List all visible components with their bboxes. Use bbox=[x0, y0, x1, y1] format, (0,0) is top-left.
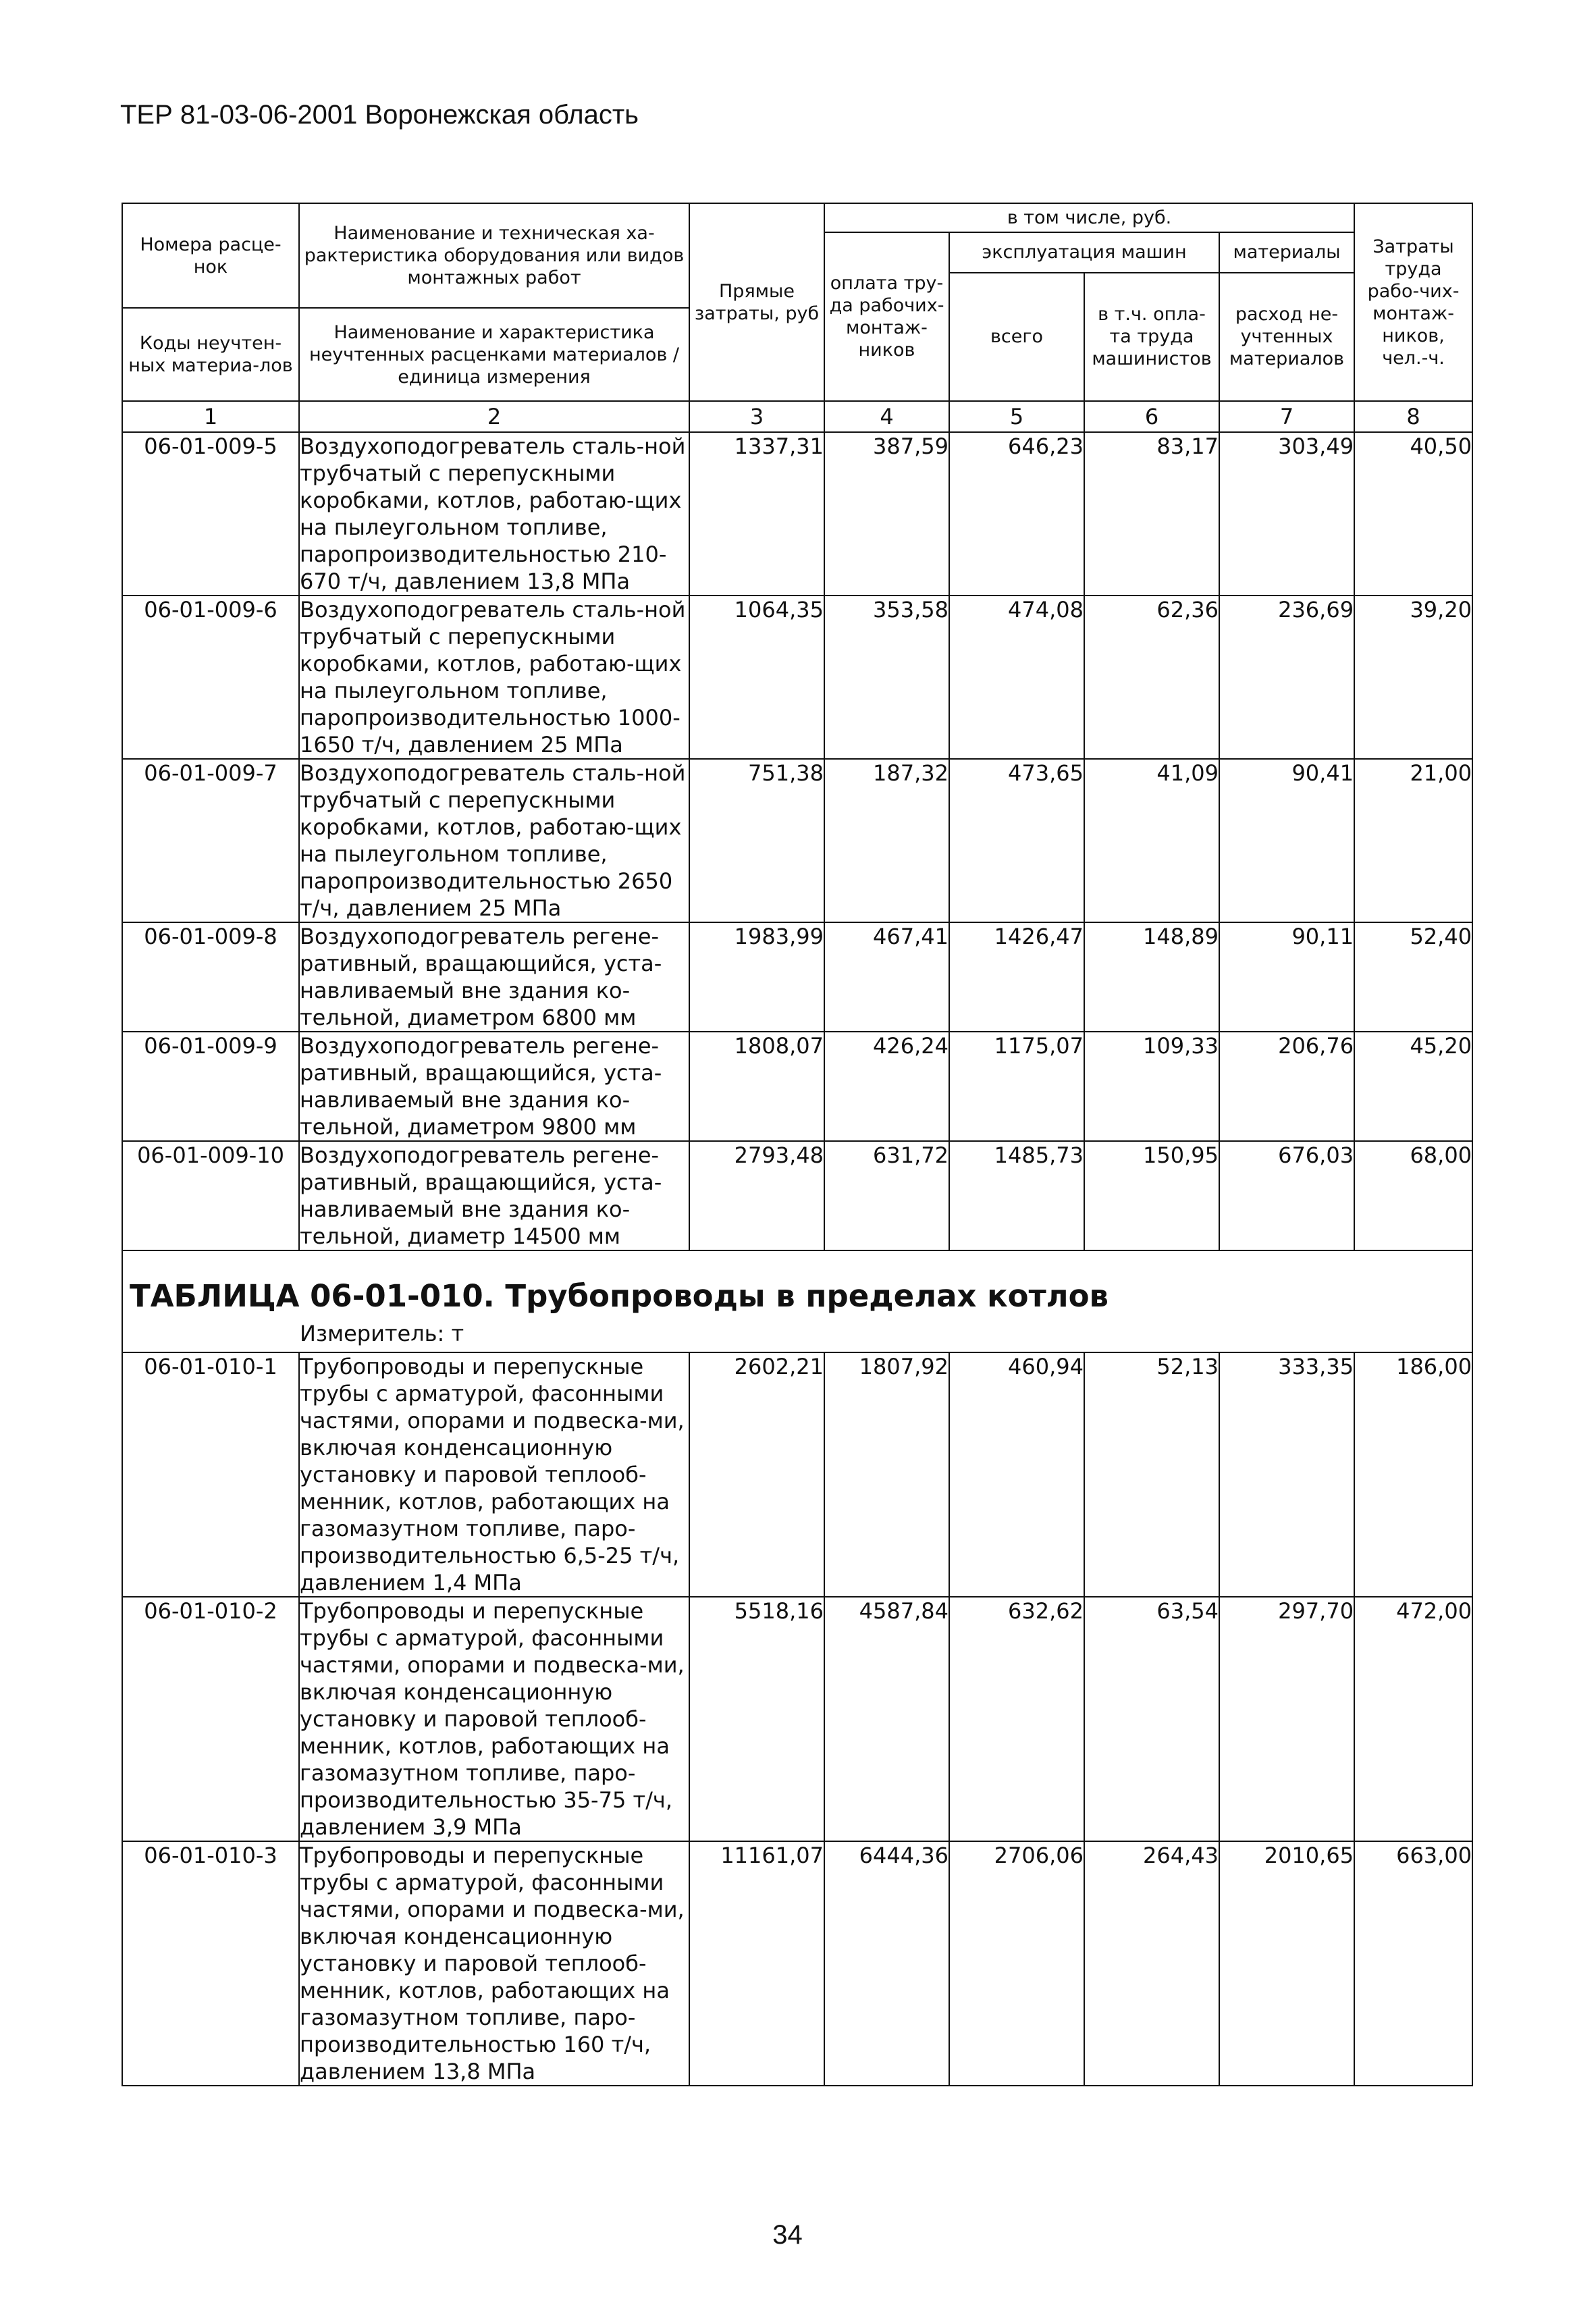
materials-value: 333,35 bbox=[1219, 1352, 1354, 1597]
materials-value: 206,76 bbox=[1219, 1032, 1354, 1141]
materials-value: 303,49 bbox=[1219, 432, 1354, 596]
header-material-codes: Коды неучтен-ных материа-лов bbox=[122, 308, 299, 401]
machines-total-value: 646,23 bbox=[949, 432, 1084, 596]
direct-costs-value: 1808,07 bbox=[689, 1032, 824, 1141]
machinist-pay-value: 148,89 bbox=[1084, 922, 1219, 1032]
worker-pay-value: 4587,84 bbox=[824, 1597, 949, 1841]
worker-pay-value: 6444,36 bbox=[824, 1841, 949, 2086]
worker-pay-value: 467,41 bbox=[824, 922, 949, 1032]
work-description: Воздухоподогреватель регене-ративный, вращающийся, уста-навливаемый вне здания ко-тельной, диаметром 6800 мм bbox=[299, 922, 689, 1032]
worker-pay-value: 387,59 bbox=[824, 432, 949, 596]
labor-hours-value: 663,00 bbox=[1354, 1841, 1472, 2086]
materials-value: 297,70 bbox=[1219, 1597, 1354, 1841]
materials-value: 90,41 bbox=[1219, 759, 1354, 922]
header-machines-total: всего bbox=[949, 273, 1084, 402]
column-number: 3 bbox=[689, 401, 824, 432]
rate-code: 06-01-010-2 bbox=[122, 1597, 299, 1841]
rate-code: 06-01-009-10 bbox=[122, 1141, 299, 1250]
table-row bbox=[122, 1032, 1472, 1141]
rate-code: 06-01-009-7 bbox=[122, 759, 299, 922]
section-title: ТАБЛИЦА 06-01-010. Трубопроводы в пределах котлов bbox=[130, 1278, 1109, 1314]
direct-costs-value: 2602,21 bbox=[689, 1352, 824, 1597]
machines-total-value: 1426,47 bbox=[949, 922, 1084, 1032]
column-number: 1 bbox=[122, 401, 299, 432]
labor-hours-value: 472,00 bbox=[1354, 1597, 1472, 1841]
labor-hours-value: 68,00 bbox=[1354, 1141, 1472, 1250]
column-number: 7 bbox=[1219, 401, 1354, 432]
header-work-name: Наименование и техническая ха-рактеристика оборудования или видов монтажных работ bbox=[299, 203, 689, 308]
table-row bbox=[122, 759, 1472, 922]
header-material-name: Наименование и характеристика неучтенных расценками материалов / единица измерения bbox=[299, 308, 689, 401]
table-header bbox=[122, 203, 1472, 432]
column-numbers-row bbox=[122, 401, 1472, 432]
machinist-pay-value: 52,13 bbox=[1084, 1352, 1219, 1597]
rate-code: 06-01-009-8 bbox=[122, 922, 299, 1032]
header-including: в том числе, руб. bbox=[824, 203, 1354, 232]
machines-total-value: 1175,07 bbox=[949, 1032, 1084, 1141]
column-number: 2 bbox=[299, 401, 689, 432]
header-machinist-pay: в т.ч. опла-та труда машинистов bbox=[1084, 273, 1219, 402]
rate-code: 06-01-010-1 bbox=[122, 1352, 299, 1597]
section-header-row bbox=[122, 1250, 1472, 1352]
rate-code: 06-01-009-9 bbox=[122, 1032, 299, 1141]
work-description: Воздухоподогреватель сталь-ной трубчатый с перепускными коробками, котлов, работаю-щих на пылеугольном топливе, паропроизводительностью 1000-1650 т/ч, давлением 25 МПа bbox=[299, 596, 689, 759]
machines-total-value: 460,94 bbox=[949, 1352, 1084, 1597]
column-number: 5 bbox=[949, 401, 1084, 432]
labor-hours-value: 40,50 bbox=[1354, 432, 1472, 596]
materials-value: 236,69 bbox=[1219, 596, 1354, 759]
worker-pay-value: 426,24 bbox=[824, 1032, 949, 1141]
worker-pay-value: 631,72 bbox=[824, 1141, 949, 1250]
direct-costs-value: 2793,48 bbox=[689, 1141, 824, 1250]
rates-table bbox=[122, 203, 1473, 2086]
machines-total-value: 2706,06 bbox=[949, 1841, 1084, 2086]
table-row bbox=[122, 1352, 1472, 1597]
materials-value: 90,11 bbox=[1219, 922, 1354, 1032]
work-description: Трубопроводы и перепускные трубы с арматурой, фасонными частями, опорами и подвеска-ми, включая конденсационную установку и паровой теплооб-менник, котлов, работающих на газомазутном топливе, паро-производительностью 160 т/ч, давлением 13,8 МПа bbox=[299, 1841, 689, 2086]
direct-costs-value: 1337,31 bbox=[689, 432, 824, 596]
labor-hours-value: 45,20 bbox=[1354, 1032, 1472, 1141]
labor-hours-value: 186,00 bbox=[1354, 1352, 1472, 1597]
table-row bbox=[122, 922, 1472, 1032]
header-worker-pay: оплата тру-да рабочих-монтаж-ников bbox=[824, 232, 949, 401]
machinist-pay-value: 264,43 bbox=[1084, 1841, 1219, 2086]
labor-hours-value: 21,00 bbox=[1354, 759, 1472, 922]
machinist-pay-value: 83,17 bbox=[1084, 432, 1219, 596]
machinist-pay-value: 63,54 bbox=[1084, 1597, 1219, 1841]
work-description: Воздухоподогреватель сталь-ной трубчатый с перепускными коробками, котлов, работаю-щих на пылеугольном топливе, паропроизводительностью 2650 т/ч, давлением 25 МПа bbox=[299, 759, 689, 922]
page-number: 34 bbox=[772, 2220, 803, 2250]
labor-hours-value: 52,40 bbox=[1354, 922, 1472, 1032]
column-number: 8 bbox=[1354, 401, 1472, 432]
table-body bbox=[122, 432, 1472, 2086]
direct-costs-value: 5518,16 bbox=[689, 1597, 824, 1841]
header-direct-costs: Прямые затраты, руб bbox=[689, 203, 824, 401]
rate-code: 06-01-009-6 bbox=[122, 596, 299, 759]
table-row bbox=[122, 1841, 1472, 2086]
work-description: Трубопроводы и перепускные трубы с арматурой, фасонными частями, опорами и подвеска-ми, включая конденсационную установку и паровой теплооб-менник, котлов, работающих на газомазутном топливе, паро-производительностью 35-75 т/ч, давлением 3,9 МПа bbox=[299, 1597, 689, 1841]
machines-total-value: 1485,73 bbox=[949, 1141, 1084, 1250]
header-materials: материалы bbox=[1219, 232, 1354, 273]
machinist-pay-value: 62,36 bbox=[1084, 596, 1219, 759]
column-number: 6 bbox=[1084, 401, 1219, 432]
table-row bbox=[122, 432, 1472, 596]
direct-costs-value: 1983,99 bbox=[689, 922, 824, 1032]
document-title: ТЕР 81-03-06-2001 Воронежская область bbox=[120, 100, 639, 130]
materials-value: 676,03 bbox=[1219, 1141, 1354, 1250]
labor-hours-value: 39,20 bbox=[1354, 596, 1472, 759]
machines-total-value: 473,65 bbox=[949, 759, 1084, 922]
worker-pay-value: 353,58 bbox=[824, 596, 949, 759]
rate-code: 06-01-009-5 bbox=[122, 432, 299, 596]
table-row bbox=[122, 1141, 1472, 1250]
rate-code: 06-01-010-3 bbox=[122, 1841, 299, 2086]
machines-total-value: 474,08 bbox=[949, 596, 1084, 759]
header-labor-hours: Затраты труда рабо-чих-монтаж-ников, чел.-ч. bbox=[1354, 203, 1472, 401]
work-description: Воздухоподогреватель регене-ративный, вращающийся, уста-навливаемый вне здания ко-тельной, диаметром 9800 мм bbox=[299, 1032, 689, 1141]
materials-value: 2010,65 bbox=[1219, 1841, 1354, 2086]
header-unaccounted-materials: расход не-учтенных материалов bbox=[1219, 273, 1354, 402]
machines-total-value: 632,62 bbox=[949, 1597, 1084, 1841]
machinist-pay-value: 109,33 bbox=[1084, 1032, 1219, 1141]
work-description: Воздухоподогреватель регене-ративный, вращающийся, уста-навливаемый вне здания ко-тельной, диаметр 14500 мм bbox=[299, 1141, 689, 1250]
direct-costs-value: 751,38 bbox=[689, 759, 824, 922]
worker-pay-value: 1807,92 bbox=[824, 1352, 949, 1597]
table-row bbox=[122, 596, 1472, 759]
section-header-cell bbox=[122, 1250, 1472, 1352]
header-rate-number: Номера расце-нок bbox=[122, 203, 299, 308]
work-description: Воздухоподогреватель сталь-ной трубчатый с перепускными коробками, котлов, работаю-щих на пылеугольном топливе, паропроизводительностью 210-670 т/ч, давлением 13,8 МПа bbox=[299, 432, 689, 596]
table-row bbox=[122, 1597, 1472, 1841]
column-number: 4 bbox=[824, 401, 949, 432]
work-description: Трубопроводы и перепускные трубы с арматурой, фасонными частями, опорами и подвеска-ми, включая конденсационную установку и паровой теплооб-менник, котлов, работающих на газомазутном топливе, паро-производительностью 6,5-25 т/ч, давлением 1,4 МПа bbox=[299, 1352, 689, 1597]
worker-pay-value: 187,32 bbox=[824, 759, 949, 922]
machinist-pay-value: 150,95 bbox=[1084, 1141, 1219, 1250]
section-unit: Измеритель: т bbox=[300, 1321, 464, 1346]
direct-costs-value: 11161,07 bbox=[689, 1841, 824, 2086]
direct-costs-value: 1064,35 bbox=[689, 596, 824, 759]
machinist-pay-value: 41,09 bbox=[1084, 759, 1219, 922]
header-machines: эксплуатация машин bbox=[949, 232, 1219, 273]
